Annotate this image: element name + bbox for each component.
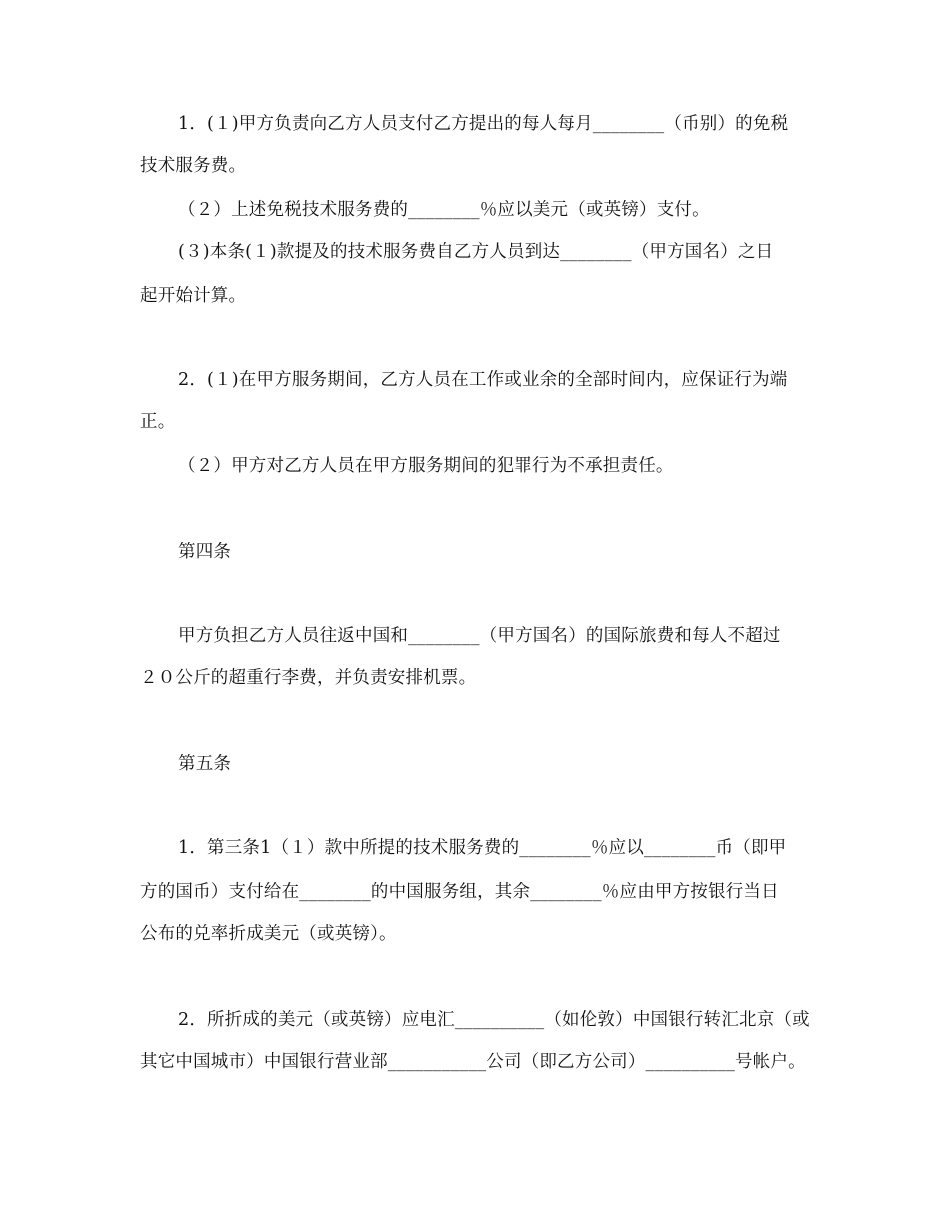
paragraph-3-2: （２）上述免税技术服务费的________％应以美元（或英镑）支付。 xyxy=(178,200,710,220)
article-5-1-line-3: 公布的兑率折成美元（或英镑）。 xyxy=(140,924,397,944)
paragraph-3-5: （２）甲方对乙方人员在甲方服务期间的犯罪行为不承担责任。 xyxy=(178,456,674,476)
article-4-body-line-2: ２０公斤的超重行李费，并负责安排机票。 xyxy=(140,668,477,688)
paragraph-3-1-line-1: 1．(１)甲方负责向乙方人员支付乙方提出的每人每月________（币别）的免税 xyxy=(178,114,789,134)
article-5-1-line-2: 方的国币）支付给在________的中国服务组，其余________％应由甲方按银行当日 xyxy=(140,882,779,902)
article-4-body-line-1: 甲方负担乙方人员往返中国和________（甲方国名）的国际旅费和每人不超过 xyxy=(178,626,781,646)
article-4-heading: 第四条 xyxy=(178,542,232,562)
paragraph-3-4-line-2: 正。 xyxy=(140,412,176,432)
paragraph-3-4-line-1: 2．(１)在甲方服务期间，乙方人员在工作或业余的全部时间内，应保证行为端 xyxy=(178,370,788,390)
paragraph-3-1-line-2: 技术服务费。 xyxy=(140,156,247,176)
article-5-2-line-1: 2．所折成的美元（或英镑）应电汇__________（如伦敦）中国银行转汇北京（或 xyxy=(178,1010,810,1030)
paragraph-3-3-line-2: 起开始计算。 xyxy=(140,286,247,306)
paragraph-3-3-line-1: (３)本条(１)款提及的技术服务费自乙方人员到达________（甲方国名）之日 xyxy=(178,242,774,262)
article-5-1-line-1: 1．第三条1（１）款中所提的技术服务费的________％应以________币（即甲 xyxy=(178,838,787,858)
article-5-2-line-2: 其它中国城市）中国银行营业部___________公司（即乙方公司）__________号帐户。 xyxy=(140,1052,806,1072)
article-5-heading: 第五条 xyxy=(178,754,232,774)
